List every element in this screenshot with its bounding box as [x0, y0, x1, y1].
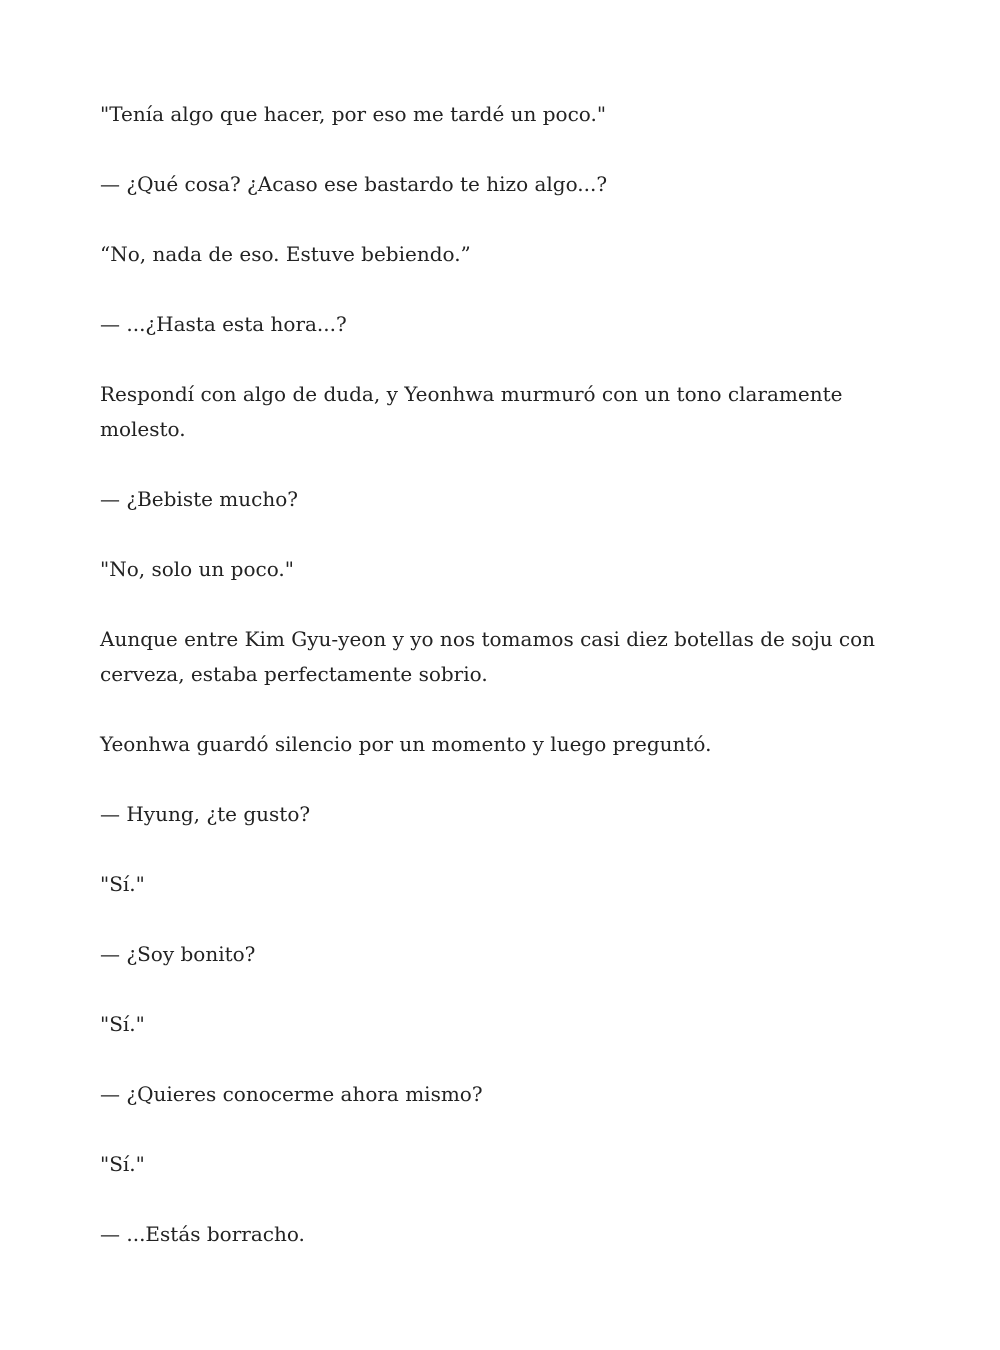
paragraph-que-cosa: — ¿Qué cosa? ¿Acaso ese bastardo te hizo algo...? — [100, 172, 608, 196]
paragraph-hasta-esta-hora: — ...¿Hasta esta hora...? — [100, 312, 347, 336]
paragraph-estuve-bebiendo: “No, nada de eso. Estuve bebiendo.” — [100, 242, 471, 266]
paragraph-si-3: "Sí." — [100, 1152, 145, 1176]
paragraph-soju: Aunque entre Kim Gyu-yeon y yo nos tomamos casi diez botellas de soju con cerveza, estaba perfectamente sobrio. — [100, 627, 876, 686]
paragraph-borracho: — ...Estás borracho. — [100, 1222, 305, 1246]
paragraph-si-2: "Sí." — [100, 1012, 145, 1036]
paragraph-bebiste-mucho: — ¿Bebiste mucho? — [100, 487, 298, 511]
document-page — [100, 97, 900, 1287]
paragraph-soy-bonito: — ¿Soy bonito? — [100, 942, 256, 966]
paragraph-respondi: Respondí con algo de duda, y Yeonhwa murmuró con un tono claramente molesto. — [100, 382, 843, 441]
paragraph-si-1: "Sí." — [100, 872, 145, 896]
paragraph-conocerme: — ¿Quieres conocerme ahora mismo? — [100, 1082, 483, 1106]
paragraph-solo-un-poco: "No, solo un poco." — [100, 557, 294, 581]
paragraph-tardanza: "Tenía algo que hacer, por eso me tardé un poco." — [100, 102, 607, 126]
paragraph-te-gusto: — Hyung, ¿te gusto? — [100, 802, 311, 826]
paragraph-silencio: Yeonhwa guardó silencio por un momento y luego preguntó. — [100, 732, 712, 756]
